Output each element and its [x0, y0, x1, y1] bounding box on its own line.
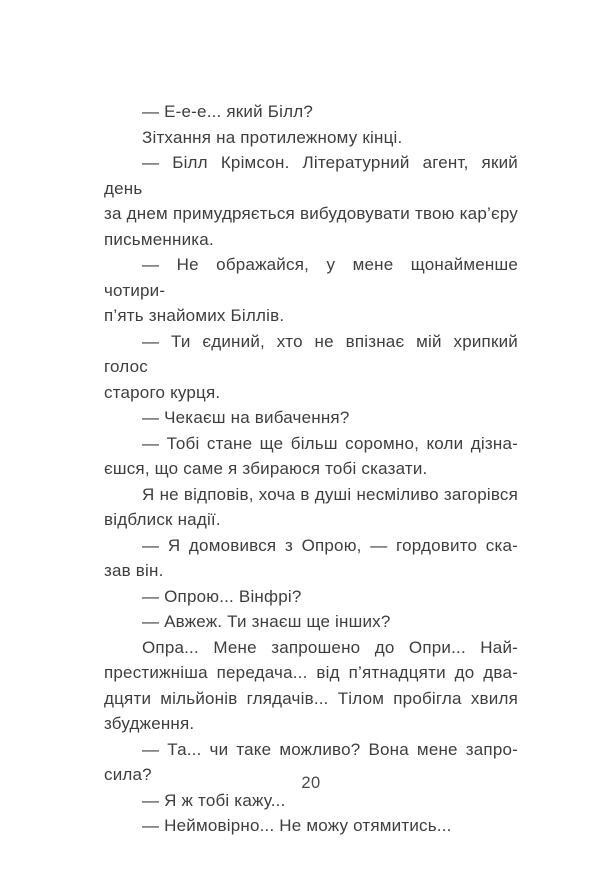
paragraph: [104, 125, 518, 151]
text-line: Опра... Мене запрошено до Опри... Най-: [142, 637, 518, 657]
text-line: сила?: [104, 765, 152, 784]
text-line: зав він.: [104, 561, 164, 580]
text-line: дцяти мільйонів глядачів... Тілом пробігла хвиля: [104, 688, 518, 708]
text-line: — Тобі стане ще більш соромно, коли дізна-: [142, 433, 518, 453]
text-line: старого курця.: [104, 382, 221, 402]
text-line: — Неймовірно... Не можу отямитись...: [142, 816, 452, 835]
text-line: престижніша передача... від п’ятнадцяти до два-: [104, 663, 518, 682]
paragraph: [104, 329, 518, 406]
paragraph: [104, 482, 518, 533]
text-line: — Та... чи таке можливо? Вона мене запро-: [142, 739, 518, 759]
text-line: — Е-е-е... який Білл?: [142, 102, 313, 121]
paragraph: [104, 533, 518, 584]
text-line: — Авжеж. Ти знаєш ще інших?: [142, 612, 391, 631]
paragraph: [104, 584, 518, 610]
text-line: — Чекаєш на вибачення?: [142, 408, 350, 427]
paragraph: [104, 813, 518, 839]
text-line: — Я ж тобі кажу...: [142, 790, 286, 810]
text-line: — Я домовився з Опрою, — гордовито ска-: [142, 535, 518, 555]
text-line: Зітхання на протилежному кінці.: [142, 127, 403, 147]
text-line: збудження.: [104, 714, 195, 733]
paragraph: [104, 635, 518, 737]
text-line: письменника.: [104, 229, 214, 249]
paragraph: [104, 99, 518, 125]
text-line: — Не ображайся, у мене щонайменше чотири-: [104, 255, 518, 300]
text-line: Я не відповів, хоча в душі несміливо загорівся: [142, 484, 518, 504]
text-line: відблиск надії.: [104, 510, 221, 529]
text-line: єшся, що саме я збираюся тобі сказати.: [104, 459, 428, 478]
text-line: — Опрою... Вінфрі?: [142, 586, 302, 606]
text-column: [104, 99, 518, 839]
page-number: 20: [301, 774, 321, 792]
paragraph: [104, 431, 518, 482]
text-line: — Білл Крімсон. Літературний агент, який день: [104, 153, 518, 198]
paragraph: [104, 609, 518, 635]
text-line: за днем примудряється вибудовувати твою кар’єру: [104, 204, 518, 223]
paragraph: [104, 150, 518, 252]
text-line: п’ять знайомих Біллів.: [104, 306, 285, 325]
paragraph: [104, 405, 518, 431]
text-line: — Ти єдиний, хто не впізнає мій хрипкий голос: [104, 331, 518, 376]
paragraph: [104, 252, 518, 329]
